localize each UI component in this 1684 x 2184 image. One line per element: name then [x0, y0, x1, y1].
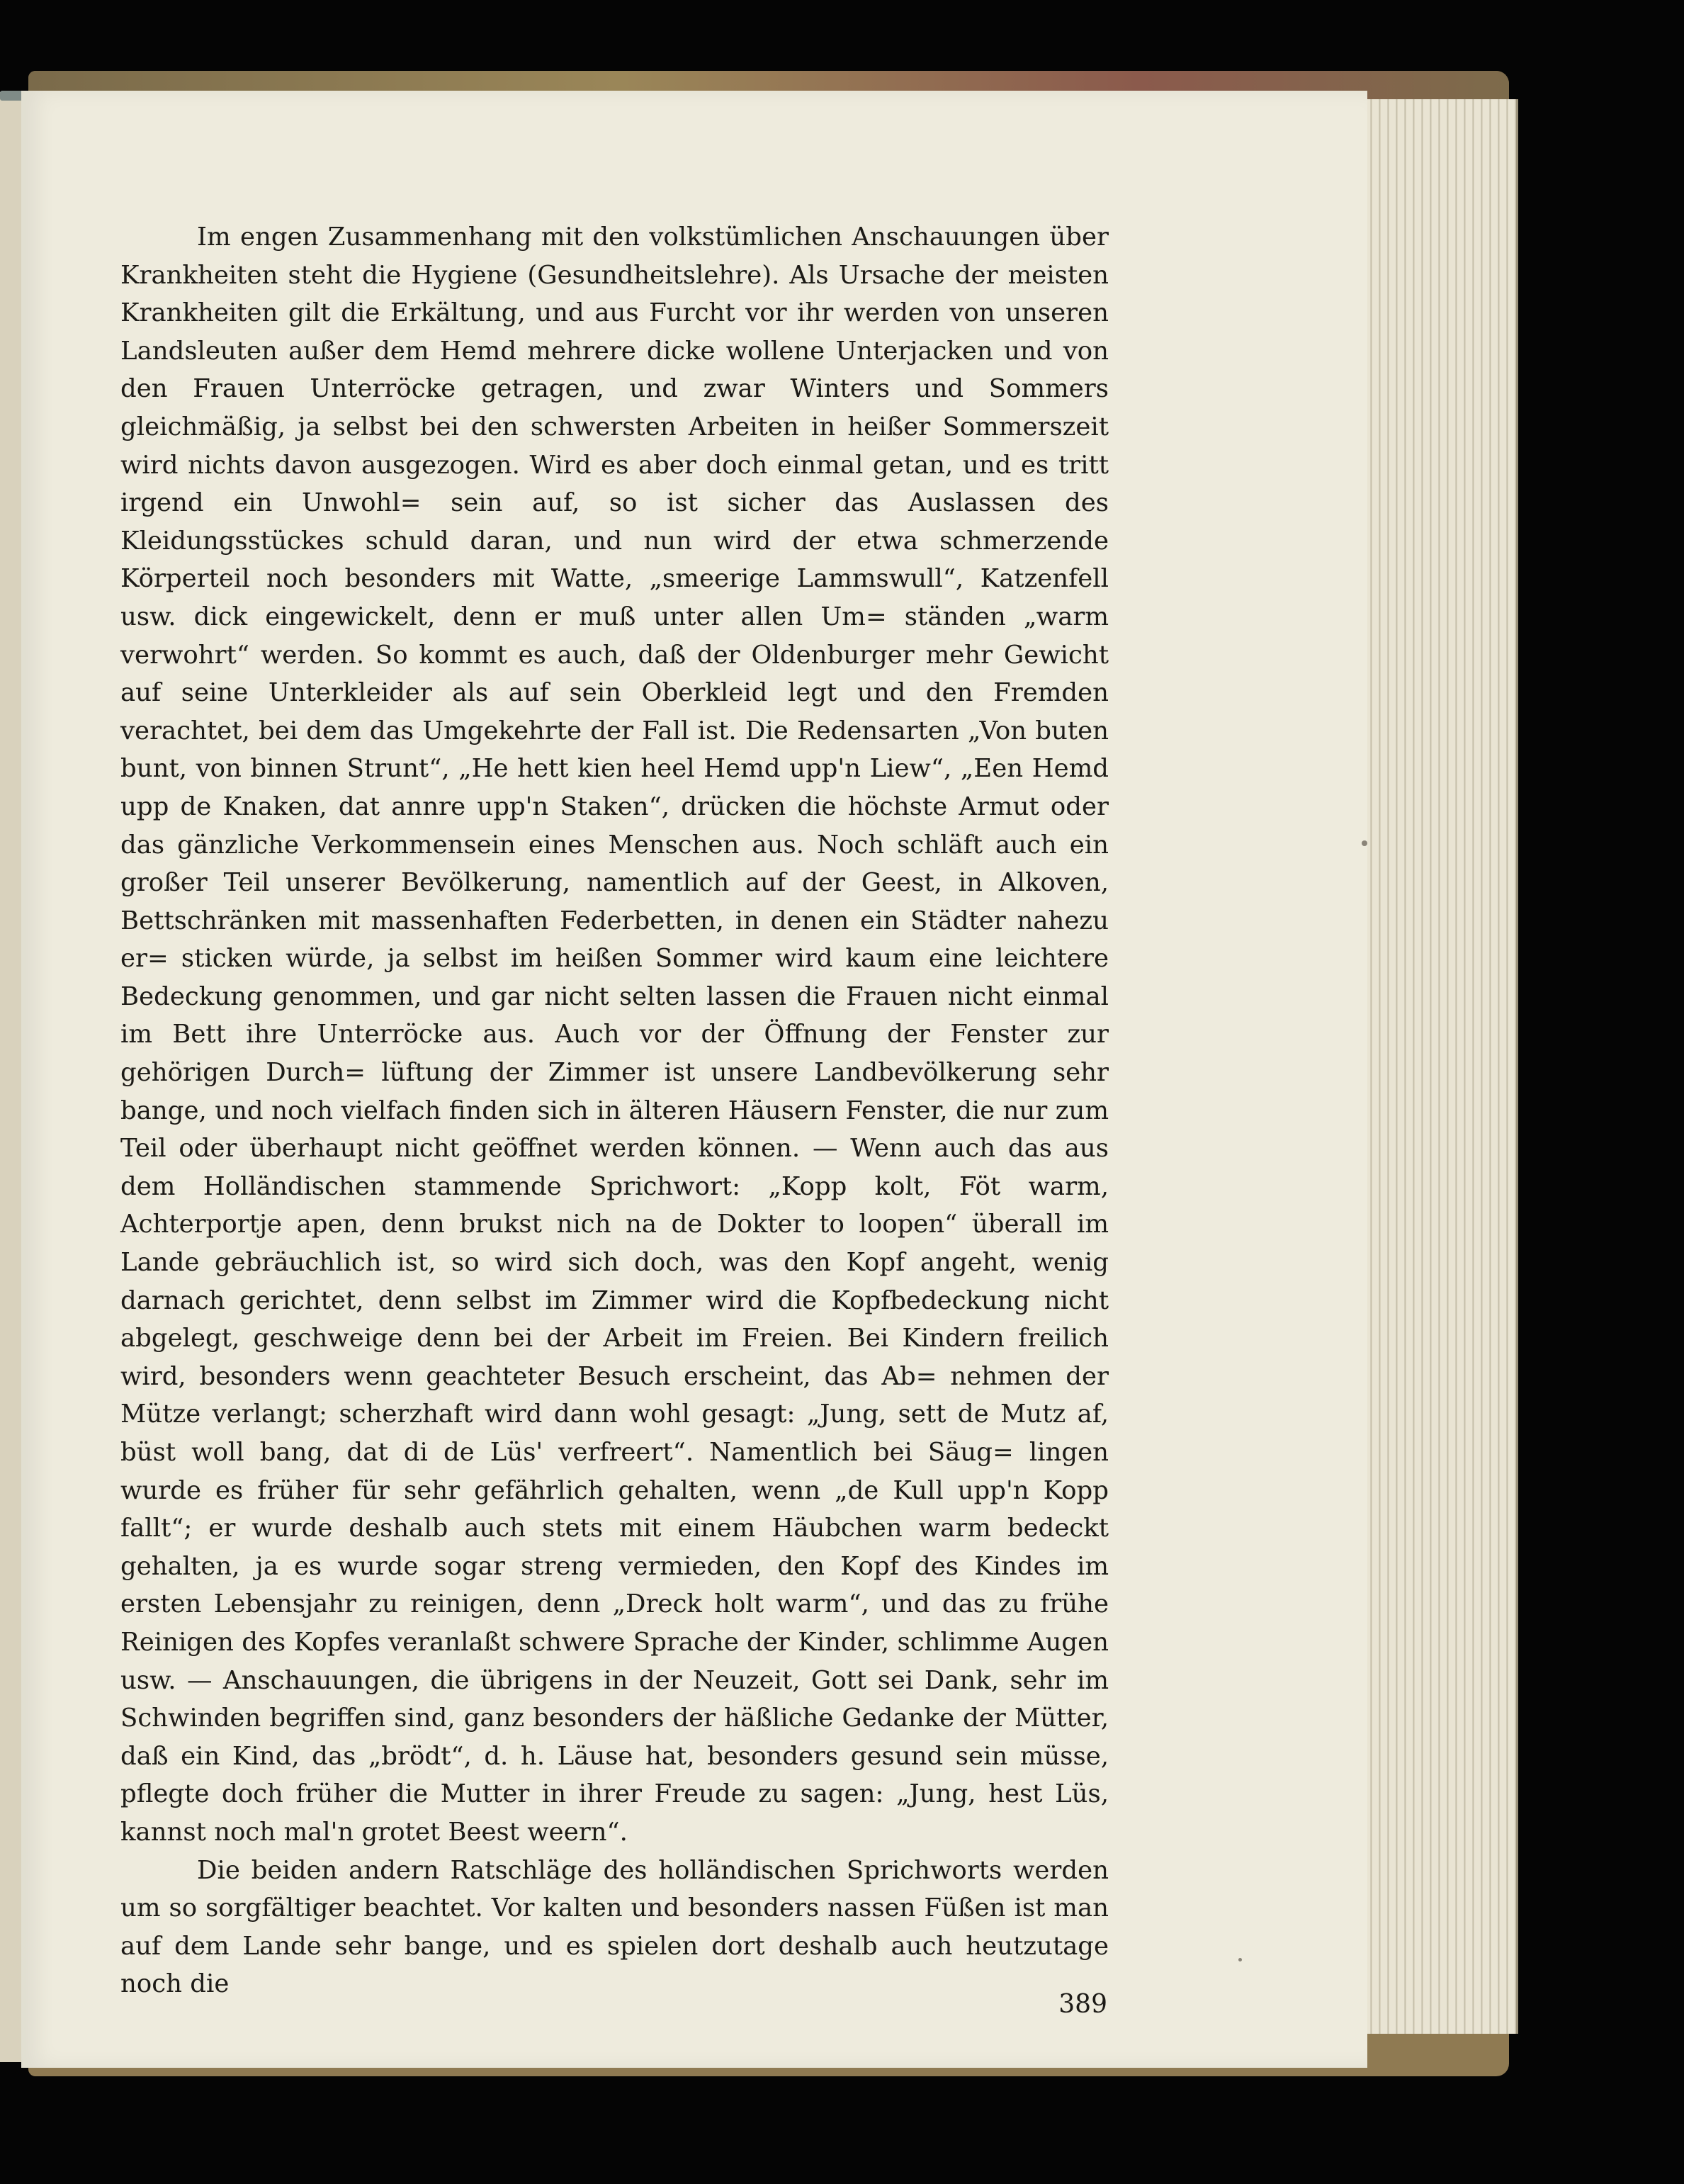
facing-page-edge	[0, 92, 23, 2062]
page-number: 389	[1058, 1990, 1107, 2019]
paper-speck	[1238, 1958, 1242, 1961]
page-fore-edge	[1364, 99, 1518, 2034]
body-text	[120, 218, 1109, 2003]
paper-speck	[1362, 840, 1367, 846]
paragraph-2: Die beiden andern Ratschläge des holländischen Sprichworts werden um so sorgfältiger beachtet. Vor kalten und besonders nassen Füßen ist man auf dem Lande sehr bange, und es spielen dort deshalb auch heutzutage noch die	[120, 1855, 1109, 1999]
book-page	[21, 91, 1367, 2068]
paragraph-1: Im engen Zusammenhang mit den volkstümlichen Anschauungen über Krankheiten steht die Hygiene (Gesundheitslehre). Als Ursache der meisten Krankheiten gilt die Erkältung, und aus Furcht vor ihr werden von unseren Landsleuten außer dem Hemd mehrere dicke wollene Unterjacken und von den Frauen Unterröcke getragen, und zwar Winters und Sommers gleichmäßig, ja selbst bei den schwersten Arbeiten in heißer Sommerszeit wird nichts davon ausgezogen. Wird es aber doch einmal getan, und es tritt irgend ein Unwohl= sein auf, so ist sicher das Auslassen des Kleidungsstückes schuld daran, und nun wird der etwa schmerzende Körperteil noch besonders mit Watte, „smeerige Lammswull“, Katzenfell usw. dick eingewickelt, denn er muß unter allen Um= ständen „warm verwohrt“ werden. So kommt es auch, daß der Oldenburger mehr Gewicht auf seine Unterkleider als auf sein Oberkleid legt und den Fremden verachtet, bei dem das Umgekehrte der Fall ist. Die Redensarten „Von buten bunt, von binnen Strunt“, „He hett kien heel Hemd upp'n Liew“, „Een Hemd upp de Knaken, dat annre upp'n Staken“, drücken die höchste Armut oder das gänzliche Verkommensein eines Menschen aus. Noch schläft auch ein großer Teil unserer Bevölkerung, namentlich auf der Geest, in Alkoven, Bettschränken mit massenhaften Federbetten, in denen ein Städter nahezu er= sticken würde, ja selbst im heißen Sommer wird kaum eine leichtere Bedeckung genommen, und gar nicht selten lassen die Frauen nicht einmal im Bett ihre Unterröcke aus. Auch vor der Öffnung der Fenster zur gehörigen Durch= lüftung der Zimmer ist unsere Landbevölkerung sehr bange, und noch vielfach finden sich in älteren Häusern Fenster, die nur zum Teil oder überhaupt nicht geöffnet werden können. — Wenn auch das aus dem Holländischen stammende Sprichwort: „Kopp kolt, Föt warm, Achterportje apen, denn brukst nich na de Dokter to loopen“ überall im Lande gebräuchlich ist, so wird sich doch, was den Kopf angeht, wenig darnach gerichtet, denn selbst im Zimmer wird die Kopfbedeckung nicht abgelegt, geschweige denn bei der Arbeit im Freien. Bei Kindern freilich wird, besonders wenn geachteter Besuch erscheint, das Ab= nehmen der Mütze verlangt; scherzhaft wird dann wohl gesagt: „Jung, sett de Mutz af, büst woll bang, dat di de Lüs' verfreert“. Namentlich bei Säug= lingen wurde es früher für sehr gefährlich gehalten, wenn „de Kull upp'n Kopp fallt“; er wurde deshalb auch stets mit einem Häubchen warm bedeckt gehalten, ja es wurde sogar streng vermieden, den Kopf des Kindes im ersten Lebensjahr zu reinigen, denn „Dreck holt warm“, und das zu frühe Reinigen des Kopfes veranlaßt schwere Sprache der Kinder, schlimme Augen usw. — Anschauungen, die übrigens in der Neuzeit, Gott sei Dank, sehr im Schwinden begriffen sind, ganz besonders der häßliche Gedanke der Mütter, daß ein Kind, das „brödt“, d. h. Läuse hat, besonders gesund sein müsse, pflegte doch früher die Mutter in ihrer Freude zu sagen: „Jung, hest Lüs, kannst noch mal'n grotet Beest weern“.	[120, 223, 1109, 1847]
